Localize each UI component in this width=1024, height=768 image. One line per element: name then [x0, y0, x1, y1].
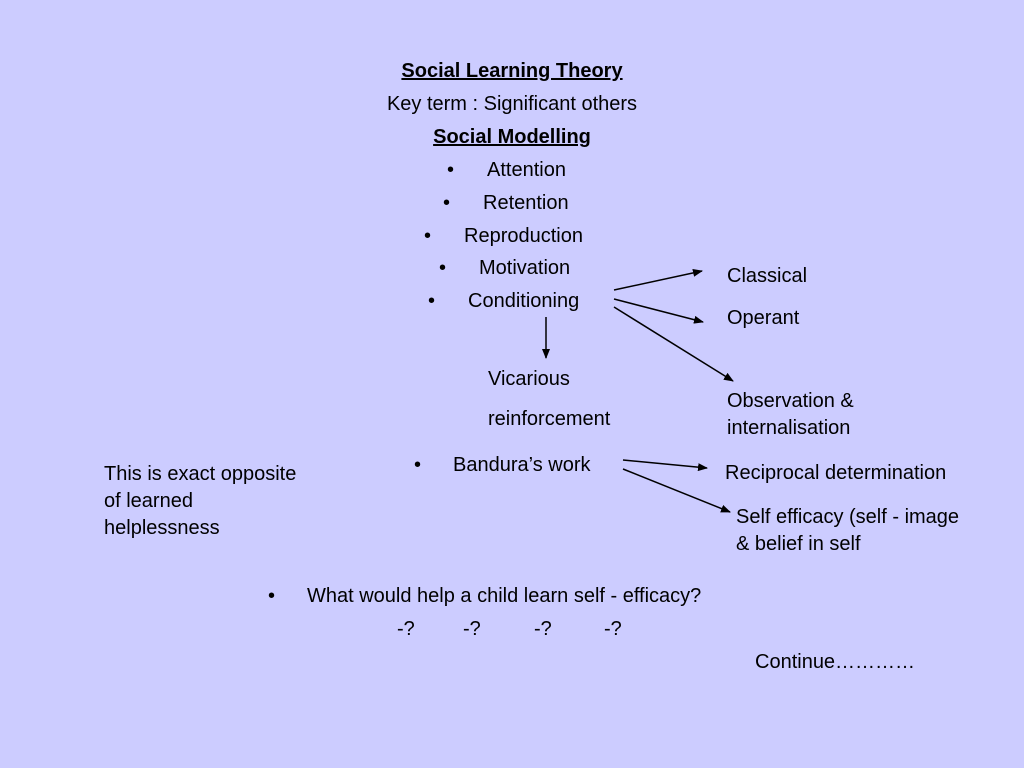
- question: What would help a child learn self - efficacy?: [307, 585, 702, 607]
- slide-title: Social Learning Theory: [401, 60, 623, 82]
- bullet-motivation: Motivation: [479, 257, 571, 279]
- placeholder: -?: [534, 618, 552, 640]
- placeholder: -?: [397, 618, 415, 640]
- bullet-conditioning: Conditioning: [468, 290, 580, 312]
- bullet-marker: •: [447, 159, 455, 181]
- side-note: This is exact opposite of learned helplessness: [104, 463, 297, 539]
- branch-self-efficacy: Self efficacy (self - image & belief in self: [736, 506, 960, 555]
- vicarious-line2: reinforcement: [488, 408, 611, 430]
- branch-observation: Observation & internalisation: [727, 390, 854, 439]
- continue-text: Continue…………: [755, 651, 916, 673]
- bullet-marker: •: [414, 454, 422, 476]
- bullet-attention: Attention: [487, 159, 566, 181]
- arrow-to-observation: [614, 307, 733, 381]
- bullet-marker: •: [443, 192, 451, 214]
- bullet-marker: •: [428, 290, 436, 312]
- branch-classical: Classical: [727, 265, 808, 287]
- bullet-retention: Retention: [483, 192, 569, 214]
- bullet-marker: •: [439, 257, 447, 279]
- bandura-work: Bandura’s work: [453, 454, 591, 476]
- bullet-reproduction: Reproduction: [464, 225, 583, 247]
- bullet-marker: •: [268, 585, 276, 607]
- arrow-to-operant: [614, 299, 703, 322]
- branch-operant: Operant: [727, 307, 800, 329]
- subtitle: Social Modelling: [433, 126, 591, 148]
- bullet-marker: •: [424, 225, 432, 247]
- arrow-to-reciprocal: [623, 460, 707, 468]
- branch-reciprocal: Reciprocal determination: [725, 462, 947, 484]
- placeholder: -?: [463, 618, 481, 640]
- arrow-to-self-efficacy: [623, 469, 730, 512]
- arrow-to-classical: [614, 271, 702, 290]
- key-term: Key term : Significant others: [386, 93, 638, 115]
- vicarious-line1: Vicarious: [488, 368, 570, 390]
- placeholder: -?: [604, 618, 622, 640]
